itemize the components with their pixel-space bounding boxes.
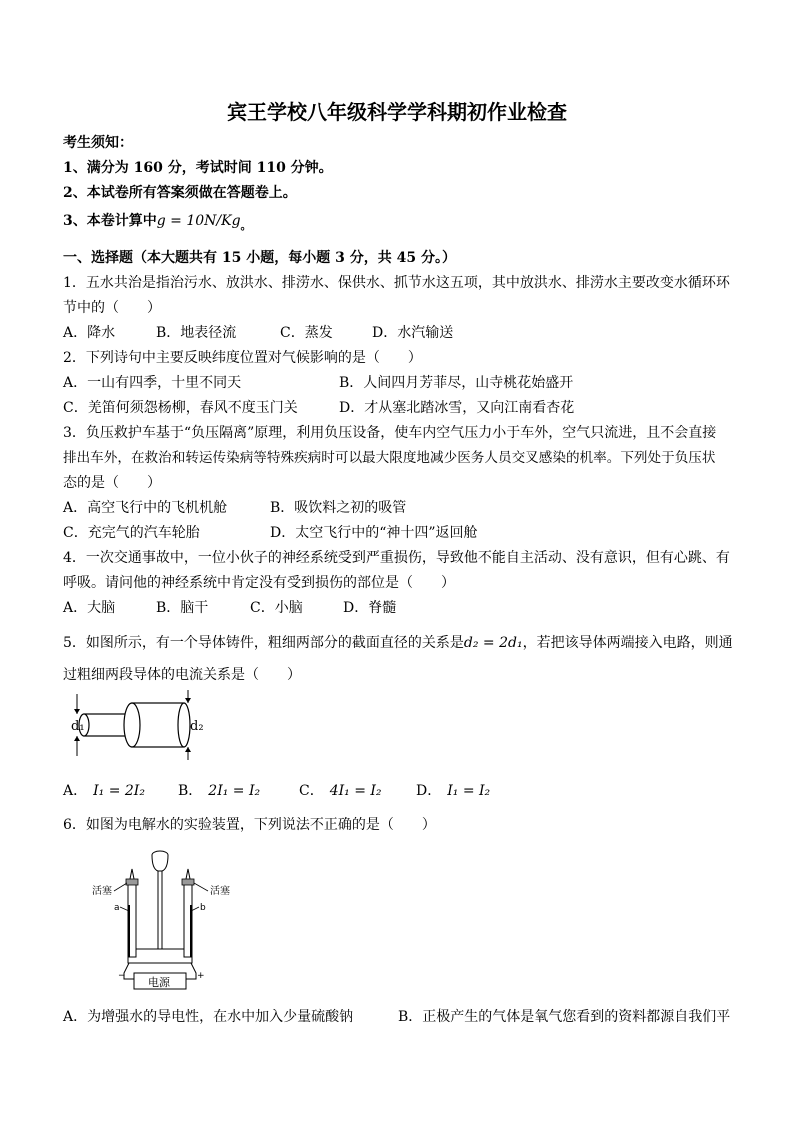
q2-option-a: A．一山有四季，十里不同天 (63, 375, 242, 391)
d1-arrowhead-bottom (74, 736, 80, 741)
power-supply-label: 电源 (148, 976, 170, 989)
notice-item-2: 2、本试卷所有答案须做在答题卷上。 (63, 185, 297, 201)
notice-item-3-suffix: 。 (240, 219, 252, 232)
q3-stem-line2: 排出车外，在救治和转运传染病等特殊疾病时可以最大限度地减少医务人员交叉感染的机率。下列处于负压状 (63, 450, 716, 466)
q5-option-a-formula: I₁ = 2I₂ (93, 783, 145, 799)
q5-option-b-formula: 2I₁ = I₂ (208, 783, 261, 799)
q5-option-c (299, 782, 382, 800)
q6-option-b: B．正极产生的气体是氧气您看到的资料都源自我们平 (398, 1009, 731, 1025)
q3-option-d: D．太空飞行中的“神十四”返回舱 (270, 525, 478, 541)
reservoir-bulb (152, 855, 168, 871)
notice-heading: 考生须知： (63, 135, 133, 151)
q3-stem-line1: 3．负压救护车基于“负压隔离”原理，利用负压设备，使车内空气压力小于车外，空气只流进，且不会直接 (63, 425, 717, 441)
q5-stem-suffix: ，若把该导体两端接入电路，则通 (522, 635, 733, 651)
right-stopcock (182, 879, 194, 885)
q3-option-a: A．高空飞行中的飞机机舱 (63, 500, 228, 516)
q4-option-d: D．脊髓 (343, 600, 397, 616)
q6-option-a: A．为增强水的导电性，在水中加入少量硫酸钠 (63, 1009, 354, 1025)
q5-option-c-formula: 4I₁ = I₂ (329, 783, 382, 799)
d1-label: d₁ (71, 719, 85, 734)
q1-option-c: C．蒸发 (280, 325, 333, 341)
q4-option-c: C．小脑 (250, 600, 303, 616)
q3-option-c: C．充完气的汽车轮胎 (63, 525, 200, 541)
q3-option-b: B．吸饮料之初的吸管 (270, 500, 407, 516)
q5-option-c-letter: C． (299, 783, 324, 799)
q2-option-c: C．羌笛何须怨杨柳，春风不度玉门关 (63, 400, 298, 416)
q5-option-d (416, 782, 490, 800)
minus-sign: − (118, 971, 126, 981)
q5-option-a-letter: A． (63, 783, 88, 799)
thick-shoulder (124, 703, 140, 747)
q5-diameter-formula: d₂ = 2d₁ (463, 635, 523, 651)
notice-item-1: 1、满分为 160 分，考试时间 110 分钟。 (63, 160, 333, 176)
thick-end-face (178, 703, 190, 747)
q2-stem: 2．下列诗句中主要反映纬度位置对气候影响的是（ ） (63, 350, 422, 366)
notice-item-3 (63, 212, 252, 235)
q1-stem-line2: 节中的（ ） (63, 300, 161, 316)
q5-option-d-letter: D． (416, 783, 442, 799)
q2-option-b: B．人间四月芳菲尽，山寺桃花始盛开 (339, 375, 574, 391)
notice-item-3-prefix: 3、本卷计算中 (63, 213, 157, 229)
q1-option-a: A．降水 (63, 325, 116, 341)
right-tip (186, 869, 190, 879)
d2-arrowhead-top (185, 698, 191, 703)
page-title: 宾王学校八年级科学学科期初作业检查 (227, 100, 567, 124)
q5-stem-prefix: 5．如图所示，有一个导体铸件，粗细两部分的截面直径的关系是 (63, 635, 464, 651)
electrode-b-label: b (200, 903, 206, 913)
d1-arrowhead-top (74, 709, 80, 714)
q3-stem-line3: 态的是（ ） (63, 475, 161, 491)
electrolysis-figure (84, 845, 254, 995)
d2-label: d₂ (190, 719, 204, 734)
q5-stem-line2: 过粗细两段导体的电流关系是（ ） (63, 667, 301, 683)
conductor-figure (62, 690, 222, 762)
plus-sign: + (197, 971, 205, 981)
wire-right (186, 963, 196, 979)
q4-stem-line1: 4．一次交通事故中，一位小伙子的神经系统受到严重损伤，导致他不能自主活动、没有意识，但有心跳、有 (63, 550, 730, 566)
q4-option-a: A．大脑 (63, 600, 116, 616)
left-label-leader (114, 883, 127, 891)
q1-option-b: B．地表径流 (156, 325, 237, 341)
q5-option-b-letter: B． (178, 783, 203, 799)
left-tip (130, 869, 134, 879)
q4-stem-line2: 呼吸。请问他的神经系统中肯定没有受到损伤的部位是（ ） (63, 575, 455, 591)
q2-option-d: D．才从塞北踏冰雪，又向江南看杏花 (339, 400, 575, 416)
q1-stem-line1: 1．五水共治是指治污水、放洪水、排涝水、保供水、抓节水这五项，其中放洪水、排涝水主要改变水循环环 (63, 275, 730, 291)
q6-stem: 6．如图为电解水的实验装置，下列说法不正确的是（ ） (63, 817, 436, 833)
q5-option-b (178, 782, 260, 800)
connecting-tube (128, 957, 192, 963)
left-stopcock-label: 活塞 (92, 886, 112, 897)
right-stopcock-label: 活塞 (210, 886, 230, 897)
gravity-formula: g = 10N/Kg (156, 213, 241, 229)
q1-option-d: D．水汽输送 (372, 325, 454, 341)
electrode-a-label: a (114, 903, 120, 913)
q5-option-a (63, 782, 145, 800)
q5-stem-line1 (63, 634, 733, 652)
q4-option-b: B．脑干 (156, 600, 209, 616)
right-label-leader (194, 883, 208, 891)
left-stopcock (126, 879, 138, 885)
q5-option-d-formula: I₁ = I₂ (447, 783, 491, 799)
d2-arrowhead-bottom (185, 747, 191, 752)
section-1-heading: 一、选择题（本大题共有 15 小题，每小题 3 分，共 45 分。） (63, 250, 456, 266)
